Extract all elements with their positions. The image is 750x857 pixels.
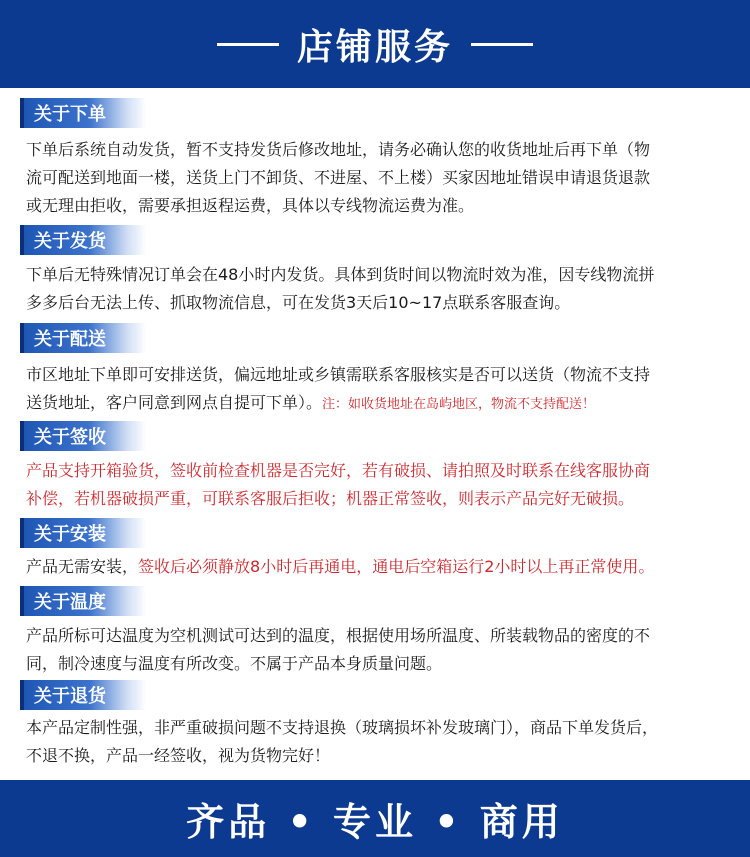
section-tab-order: 关于下单 <box>20 98 146 128</box>
section-text-signoff: 产品支持开箱验货，签收前检查机器是否完好，若有破损、请拍照及时联系在线客服协商 补偿，若机器破损严重，可联系客服后拒收；机器正常签收，则表示产品完好无破损。 <box>26 461 651 508</box>
section-text-delivery <box>26 361 726 419</box>
page-header <box>0 0 750 88</box>
installation-warning: 签收后必须静放8小时后再通电，通电后空箱运行2小时以上再正常使用。 <box>138 557 655 576</box>
section-tab-temperature: 关于温度 <box>20 586 146 616</box>
service-content <box>0 88 750 780</box>
header-right-rule <box>471 43 533 46</box>
section-text-order: 下单后系统自动发货，暂不支持发货后修改地址，请务必确认您的收货地址后再下单（物 流可配送到地面一楼，送货上门不卸货、不进屋、不上楼）买家因地址错误申请退货退款 或无理由拒收，需要承担返程运费，具体以专线物流运费为准。 <box>26 140 651 215</box>
section-text-temperature: 产品所标可达温度为空机测试可达到的温度，根据使用场所温度、所装载物品的密度的不 同，制冷速度与温度有所改变。不属于产品本身质量问题。 <box>26 626 651 673</box>
delivery-body: 市区地址下单即可安排送货，偏远地址或乡镇需联系客服核实是否可以送货（物流不支持 送货地址，客户同意到网点自提可下单）。 <box>26 365 651 412</box>
section-text-shipping: 下单后无特殊情况订单会在48小时内发货。具体到货时间以物流时效为准，因专线物流拼 多多后台无法上传、抓取物流信息，可在发货3天后10~17点联系客服查询。 <box>26 265 655 312</box>
installation-plain: 产品无需安装， <box>26 557 139 576</box>
section-tab-delivery: 关于配送 <box>20 323 146 353</box>
delivery-island-note: 注：如收货地址在岛屿地区，物流不支持配送！ <box>322 397 596 412</box>
header-left-rule <box>217 43 279 46</box>
section-tab-returns: 关于退货 <box>20 680 146 710</box>
section-text-installation <box>26 553 726 581</box>
section-tab-shipping: 关于发货 <box>20 225 146 255</box>
footer-slogan: 齐品 • 专业 • 商用 <box>0 780 750 857</box>
section-tab-signoff: 关于签收 <box>20 421 146 451</box>
section-text-returns: 本产品定制性强，非严重破损问题不支持退换（玻璃损坏补发玻璃门），商品下单发货后， 不退不换，产品一经签收，视为货物完好！ <box>26 718 659 765</box>
page-title: 店铺服务 <box>296 26 453 68</box>
section-tab-installation: 关于安装 <box>20 518 146 548</box>
